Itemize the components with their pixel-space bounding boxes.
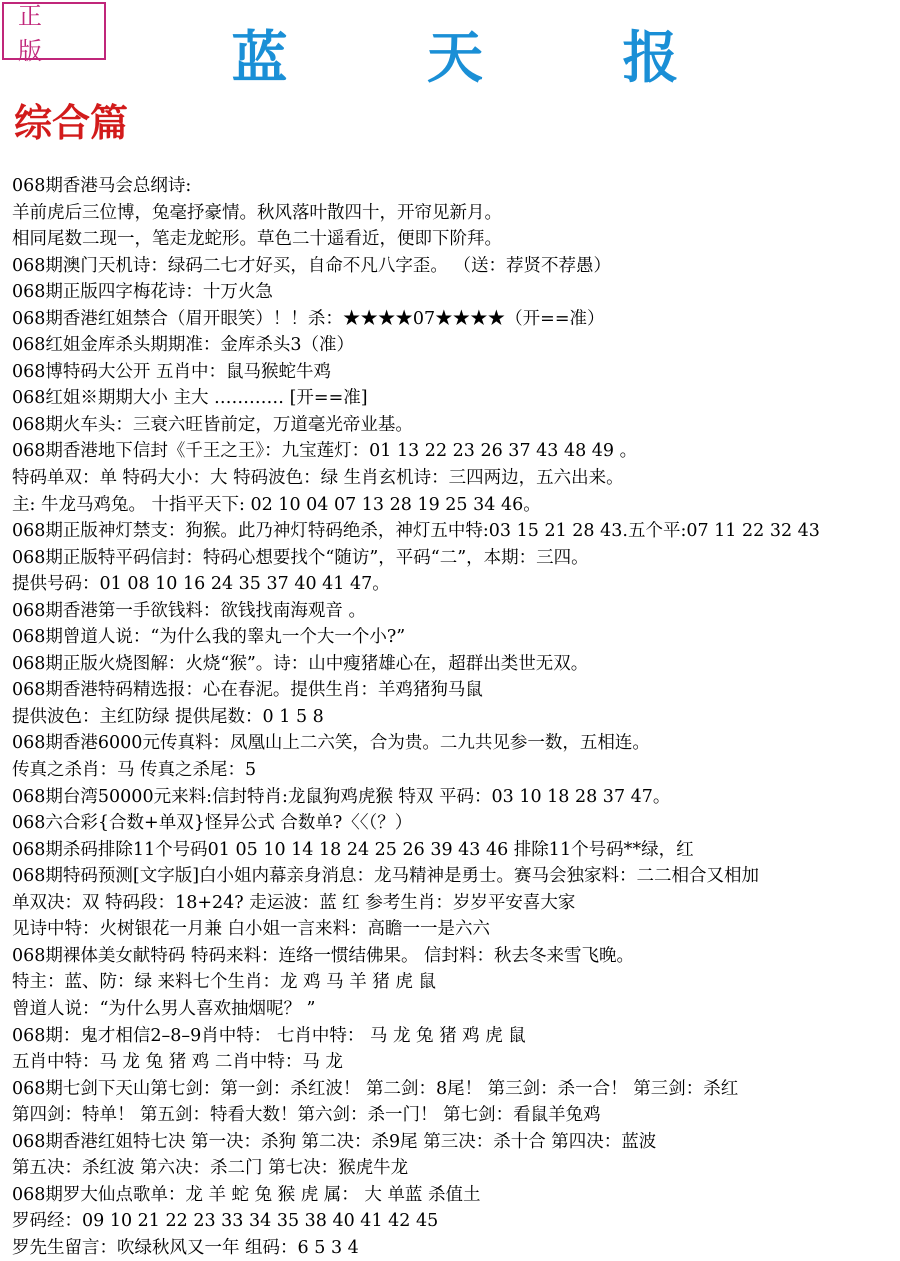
- text-line: 068期裸体美女献特码 特码来料：连络一惯结佛果。 信封料：秋去冬来雪飞晚。: [12, 945, 635, 966]
- genuine-badge: 正 版: [2, 2, 106, 60]
- text-line: 068期七剑下天山第七剑：第一剑：杀红波！ 第二剑：8尾！ 第三剑：杀一合！ 第三剑：杀红: [12, 1078, 739, 1099]
- text-line: 068期澳门天机诗：绿码二七才好买，自命不凡八字歪。 （送：荐贤不荐愚）: [12, 255, 611, 276]
- text-line: 第五决：杀红波 第六决：杀二门 第七决：猴虎牛龙: [12, 1158, 409, 1179]
- text-line: 特主：蓝、防：绿 来料七个生肖：龙 鸡 马 羊 猪 虎 鼠: [12, 972, 436, 993]
- text-line: 提供号码：01 08 10 16 24 35 37 40 41 47。: [12, 574, 390, 595]
- text-line: 第四剑：特单！ 第五剑：特看大数！第六剑：杀一门！ 第七剑：看鼠羊兔鸡: [12, 1105, 601, 1126]
- text-line: 068期火车头：三衰六旺皆前定，万道毫光帝业基。: [12, 414, 413, 435]
- text-line: 五肖中特：马 龙 兔 猪 鸡 二肖中特：马 龙: [12, 1052, 343, 1073]
- text-line: 068红姐金库杀头期期准：金库杀头3（准）: [12, 335, 355, 356]
- text-line: 罗先生留言：吹绿秋风又一年 组码：6 5 3 4: [12, 1237, 359, 1258]
- text-line: 传真之杀肖：马 传真之杀尾：5: [12, 760, 257, 781]
- text-line: 068期曾道人说：“为什么我的睾丸一个大一个小?”: [12, 627, 406, 648]
- text-line: 068期正版神灯禁支：狗猴。此乃神灯特码绝杀，神灯五中特:03 15 21 28 43.五个平:07 11 22 32 43: [12, 521, 820, 542]
- text-line: 068期正版四字梅花诗：十万火急: [12, 282, 273, 303]
- text-line: 068红姐※期期大小 主大 ………… [开==准]: [12, 388, 368, 409]
- text-line: 罗码经：09 10 21 22 23 33 34 35 38 40 41 42 45: [12, 1211, 439, 1232]
- text-line: 068期香港6000元传真料：凤凰山上二六笑，合为贵。二九共见参一数，五相连。: [12, 733, 650, 754]
- text-line: 相同尾数二现一，笔走龙蛇形。草色二十遥看近，便即下阶拜。: [12, 229, 502, 250]
- text-line: 068期杀码排除11个号码01 05 10 14 18 24 25 26 39 43 46 排除11个号码**绿，红: [12, 839, 694, 860]
- text-line: 068期正版火烧图解：火烧“猴”。诗：山中瘦猪雄心在，超群出类世无双。: [12, 653, 589, 674]
- text-line: 见诗中特：火树银花一月兼 白小姐一言来料：高瞻一一是六六: [12, 919, 491, 940]
- text-line: 特码单双：单 特码大小：大 特码波色：绿 生肖玄机诗：三四两边，五六出来。: [12, 468, 624, 489]
- text-line: 068期罗大仙点歌单：龙 羊 蛇 兔 猴 虎 属： 大 单蓝 杀值土: [12, 1184, 481, 1205]
- text-line: 068期：鬼才相信2–8–9肖中特： 七肖中特： 马 龙 兔 猪 鸡 虎 鼠: [12, 1025, 526, 1046]
- text-line: 068期正版特平码信封：特码心想要找个“随访”，平码“二”，本期：三四。: [12, 547, 589, 568]
- text-line: 羊前虎后三位博，兔毫抒豪情。秋风落叶散四十，开帘见新月。: [12, 202, 502, 223]
- page-title: 蓝 天 报: [231, 25, 739, 91]
- text-line: 068期香港特码精选报：心在春泥。提供生肖：羊鸡猪狗马鼠: [12, 680, 483, 701]
- text-line: 068期香港红姐特七决 第一决：杀狗 第二决：杀9尾 第三决：杀十合 第四决：蓝波: [12, 1131, 657, 1152]
- text-line: 068期香港红姐禁合（眉开眼笑）！！杀：★★★★07★★★★（开==准）: [12, 308, 605, 329]
- content-body: [12, 173, 896, 1261]
- text-line: 曾道人说：“为什么男人喜欢抽烟呢？ ”: [12, 998, 316, 1019]
- text-line: 068博特码大公开 五肖中：鼠马猴蛇牛鸡: [12, 361, 331, 382]
- text-line: 单双决：双 特码段：18+24? 走运波：蓝 红 参考生肖：岁岁平安喜大家: [12, 892, 576, 913]
- text-line: 068期香港地下信封《千王之王》：九宝莲灯：01 13 22 23 26 37 43 48 49 。: [12, 441, 638, 462]
- text-line: 068六合彩{合数+单双}怪异公式 合数单?〈〈（？）: [12, 813, 413, 834]
- text-line: 主: 牛龙马鸡兔。 十指平天下: 02 10 04 07 13 28 19 25 34 46。: [12, 494, 541, 515]
- text-line: 068期香港马会总纲诗:: [12, 176, 192, 196]
- text-line: 068期特码预测[文字版]白小姐内幕亲身消息：龙马精神是勇士。赛马会独家料：二二相合又相加: [12, 866, 760, 887]
- text-line: 068期台湾50000元来料:信封特肖:龙鼠狗鸡虎猴 特双 平码：03 10 18 28 37 47。: [12, 786, 671, 807]
- text-line: 068期香港第一手欲钱料：欲钱找南海观音 。: [12, 600, 366, 621]
- text-line: 提供波色：主红防绿 提供尾数：0 1 5 8: [12, 706, 324, 727]
- section-heading: 综合篇: [14, 100, 129, 145]
